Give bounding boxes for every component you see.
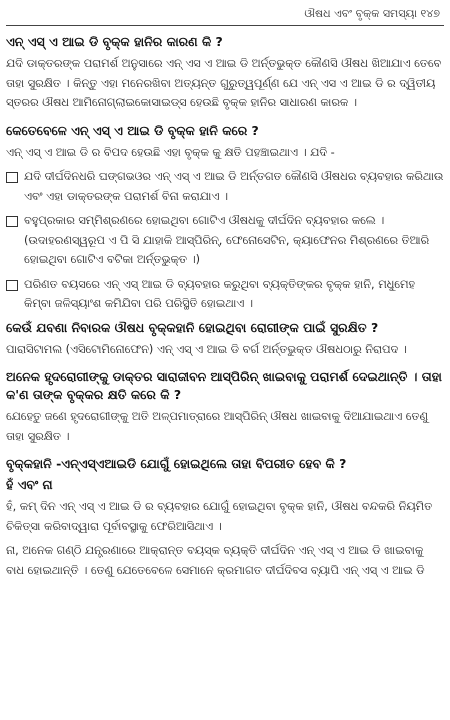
answer-5-lead: ହଁ ଏବଂ ନା <box>6 477 53 492</box>
bullet-item <box>6 211 444 270</box>
answer-5-yes: ହଁ, କମ୍ ଦିନ ଏନ୍ ଏସ୍ ଏ ଆଇ ଡି ର ବ୍ୟବହାର ଯୋଗୁଁ ହୋଇଥିବା ବୃକ୍କ ହାନି, ଔଷଧ ବନ୍ଦକରି ନିୟମିତ ଚିକିତ୍ସା କରିବାଦ୍ୱାରା ପୂର୍ବାବସ୍ଥାକୁ ଫେରିଆସିଥାଏ । <box>6 500 433 533</box>
answer-2-intro: ଏନ୍ ଏସ୍ ଏ ଆଇ ଡି ର ବିପଦ ହେଉଛି ଏହା ବୃକ୍କ କୁ କ୍ଷତି ପହଞ୍ଚାଇଥାଏ । ଯଦି - <box>6 145 335 159</box>
bullet-item <box>6 275 444 314</box>
checkbox-bullet-icon <box>6 216 18 227</box>
bullet-item <box>6 167 444 206</box>
question-2: କେତେବେଳେ ଏନ୍ ଏସ୍ ଏ ଆଇ ଡି ବୃକ୍କ ହାନି କରେ ? <box>6 122 259 138</box>
answer-1: ଯଦି ଡାକ୍ତରଙ୍କ ପରାମର୍ଶ ଅନୁସାରେ ଏନ୍ ଏସ ଏ ଆଇ ଡି ଅର୍ନ୍ତଭୁକ୍ତ କୌଣସି ଔଷଧ ଖିଆଯାଏ ତେବେ ତାହା ସୁରକ୍ଷିତ । କିନ୍ତୁ ଏହା ମନେରଖିବା ଅତ୍ୟନ୍ତ ଗୁରୁତ୍ୱପୂର୍ଣ୍ଣ ଯେ ଏନ୍ ଏସ ଏ ଆଇ ଡି ର ଦ୍ୱିତୀୟ ସ୍ତରର ଔଷଧ ଆମିନୋଗ୍ଲାଇକୋସାଇଡ୍ସ ହେଉଛି ବୃକ୍କ ହାନିର ସାଧାରଣ କାରକ । <box>6 57 442 109</box>
checkbox-bullet-icon <box>6 280 18 291</box>
question-3: କେଉଁ ଯବଣା ନିବାରକ ଔଷଧ ବୃକ୍କହାନି ହୋଇଥିବା ରୋଗୀଙ୍କ ପାଇଁ ସୁରକ୍ଷିତ ? <box>6 319 379 335</box>
question-5: ବୃକ୍କହାନି -ଏନ୍ଏସ୍ଏଆଇଡି ଯୋଗୁଁ ହୋଇଥିଲେ ତାହା ବିପରୀତ ହେବ କି ? <box>6 456 347 471</box>
answer-5-no: ନା, ଅନେକ ଗଣ୍ଠି ଯନ୍ତ୍ରଣାରେ ଆକ୍ରାନ୍ତ ବୟସ୍କ ବ୍ୟକ୍ତି ଦୀର୍ଘଦିନ ଏନ୍ ଏସ୍ ଏ ଆଇ ଡି ଖାଇବାକୁ ବାଧ ହୋଇଥାନ୍ତି । ତେଣୁ ଯେତେବେଳେ ସେମାନେ କ୍ରମାଗତ ଦୀର୍ଘଦିବସ ବ୍ୟାପି ଏନ୍ ଏସ୍ ଏ ଆଇ ଡି <box>6 544 425 577</box>
bullet-text: ପରିଣତ ବୟସରେ ଏନ୍ ଏସ୍ ଆଇ ଡି ବ୍ୟବହାର କରୁଥିବା ବ୍ୟକ୍ତିଙ୍କର ବୃକ୍କ ହାନି, ମଧୁମେହ କିମ୍ବା ଜଳିସ୍ୟାଂଶ କମିଯିବା ପରି ପରିସ୍ଥିତି ହୋଇଥାଏ । <box>24 277 415 310</box>
page-content <box>6 33 444 585</box>
question-4: ଅନେକ ହୃଦରୋଗୀଙ୍କୁ ଡାକ୍ତର ସାରାଜୀବନ ଆସ୍ପିରିନ୍ ଖାଇବାକୁ ପରାମର୍ଶ ଦେଇଥାନ୍ତି । ତାହା କ'ଣ ତାଙ୍କ ବୃକ୍କର କ୍ଷତି କରେ କି ? <box>6 369 442 402</box>
question-1: ଏନ୍ ଏସ୍ ଏ ଆଇ ଡି ବୃକ୍କ ହାନିର କାରଣ କି ? <box>6 34 223 49</box>
checkbox-bullet-icon <box>6 172 18 183</box>
bullet-text: ବହୁପ୍ରକାର ସମ୍ମିଶ୍ରଣରେ ହୋଇଥିବା ଗୋଟିଏ ଔଷଧକୁ ଦୀର୍ଘଦିନ ବ୍ୟବହାର କଲେ । (ଉଦାହରଣସ୍ୱରୂପ ଏ ପି ସି ଯାହାକି ଆସ୍ପିରିନ୍, ଫେନୋସେଟିନ, କ୍ୟାଫେନର ମିଶ୍ରଣରେ ତିଆରି ହୋଇଥିବା ଗୋଟିଏ ବଟିକା ଅର୍ନ୍ତଭୁକ୍ତ ।) <box>24 214 430 266</box>
bullet-text: ଯଦି ଦୀର୍ଘଦିନଧରି ଘଙ୍ଗଭଓର ଏନ୍ ଏସ୍ ଏ ଆଇ ଡି ଅର୍ନ୍ତଗତ କୌଣସି ଔଷଧର ବ୍ୟବହାର କରିଥାଉ ଏବଂ ଏହା ଡାକ୍ତରଙ୍କ ପରାମର୍ଶ ବିନା କରାଯାଏ । <box>24 170 444 203</box>
running-header: ଔଷଧ ଏବଂ ବୃକ୍କ ସମସ୍ୟା ୧୪୭ <box>304 7 440 20</box>
answer-4: ଯେହେତୁ ଜଣେ ହୃଦରୋଗୀଙ୍କୁ ଅତି ଅଳ୍ପମାତ୍ରାରେ ଆସ୍ପିରିନ୍ ଔଷଧ ଖାଇବାକୁ ଦିଆଯାଇଥାଏ ତେଣୁ ତାହା ସୁରକ୍ଷିତ । <box>6 410 429 443</box>
answer-3: ପାରାସିଟାମଲ (ଏସିଟୋମିନୋଫେନ) ଏନ୍ ଏସ୍ ଏ ଆଇ ଡି ବର୍ଗ ଅର୍ନ୍ତଭୁକ୍ତ ଔଷଧଠାରୁ ନିରାପଦ । <box>6 342 407 356</box>
header-rule <box>6 25 444 26</box>
